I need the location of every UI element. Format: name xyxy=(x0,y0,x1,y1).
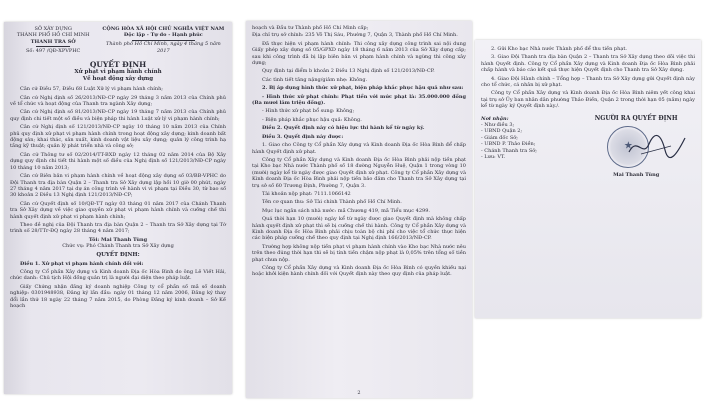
preamble-paragraph: Theo đề nghị của Đội Thanh tra địa bàn Quận 2 – Thanh tra Sở Xây dựng tại Tờ trình số 28/TTr-ĐQ ngày 28 tháng 4 năm 2017; xyxy=(10,221,226,235)
body-paragraph: Công ty Cổ phần Xây dựng và Kinh doanh Địa ốc Hòa Bình niêm yết công khai tại trụ sở Ủy ban nhân dân phường Thảo Điền, Quận 2 trong thời hạn 05 (năm) ngày kể từ ngày ký Quyết định này./. xyxy=(481,90,695,110)
body-paragraph: Tài khoản nộp phạt: 7111.1066142 xyxy=(262,190,351,197)
article-2: Điều 2. Quyết định này có hiệu lực thi hành kể từ ngày ký. xyxy=(262,125,425,132)
recipients-heading: Nơi nhận: xyxy=(481,115,509,122)
document-page-2 xyxy=(246,21,472,398)
main-penalty: - Hình thức xử phạt chính: Phạt tiền với mức phạt là: 35.000.000 đồng (Ba mươi lăm triệu đồng). xyxy=(252,93,466,107)
page-number: 2 xyxy=(357,389,361,396)
preamble-paragraph: Căn cứ Quyết định số 10/QĐ-TT ngày 03 tháng 01 năm 2017 của Chánh Thanh tra Sở Xây dựng về việc giao quyền xử phạt vi phạm hành chính và cưỡng chế thi hành quyết định xử phạt vi phạm hành chính; xyxy=(10,200,226,220)
body-paragraph: Quá thời hạn 10 (mười) ngày kể từ ngày được giao Quyết định mà không chấp hành quyết định xử phạt thì sẽ bị cưỡng chế thi hành. Công ty Cổ phần Xây dựng và Kinh doanh Địa ốc Hòa Bình phải chịu toàn bộ chi phí cho việc tổ chức thực hiện các biện pháp cưỡng chế theo quy định tại Nghị định 166/2013/NĐ-CP. xyxy=(252,216,466,242)
circumstance-line: Các tình tiết tăng nặng/giảm nhẹ: Không. xyxy=(262,76,368,83)
text-line: Địa chỉ trụ sở chính: 235 Võ Thị Sáu, Phường 7, Quận 3, Thành phố Hồ Chí Minh. xyxy=(252,32,458,39)
preamble-paragraph: Căn cứ Nghị định số 26/2013/NĐ-CP ngày 29 tháng 3 năm 2013 của Chính phủ về tổ chức và hoạt động của Thanh tra ngành Xây dựng; xyxy=(10,94,226,108)
signature-icon xyxy=(627,132,687,160)
country-block xyxy=(101,26,226,54)
country-line-1: CỘNG HÒA XÃ HỘI CHỦ NGHĨA VIỆT NAM xyxy=(102,26,225,32)
body-paragraph: Tên cơ quan thu: Sở Tài chính Thành phố Hồ Chí Minh. xyxy=(262,199,402,206)
signer-heading: NGƯỜI RA QUYẾT ĐỊNH xyxy=(594,114,678,122)
violation-paragraph: Đã thực hiện vi phạm hành chính: Thi công xây dựng công trình sai nội dung Giấy phép xây dựng số 05/GPXD ngày 18 tháng 6 năm 2013 của Sở Xây dựng cấp; sau khi công trình đã bị lập biên bản vi phạm hành chính và ngừng thi công xây dựng; xyxy=(252,40,466,67)
agency-underline xyxy=(36,46,71,47)
preamble-paragraph: Căn cứ Nghị định số 121/2013/NĐ-CP ngày 10 tháng 10 năm 2013 của Chính phủ quy định xử phạt vi phạm hành chính trong hoạt động xây dựng; kinh doanh bất động sản; khai thác, sản xuất, kinh doanh vật liệu xây dựng; quản lý công trình hạ tầng kỹ thuật; quản lý phát triển nhà và công sở; xyxy=(10,124,226,150)
agency-line-2: THÀNH PHỐ HỒ CHÍ MINH xyxy=(16,32,90,39)
article-1-title: Điều 1. Xử phạt vi phạm hành chính đối với: xyxy=(20,260,144,267)
decision-title: QUYẾT ĐỊNH xyxy=(89,60,147,70)
text-line: hoạch và Đầu tư Thành phố Hồ Chí Minh cấp; xyxy=(252,25,369,31)
country-line-2: Độc lập - Tự do - Hạnh phúc xyxy=(123,32,203,39)
recipient-item: - UBND Quận 2; xyxy=(481,128,523,135)
recipient-item: - Như điều 3; xyxy=(481,122,515,129)
decide-heading: QUYẾT ĐỊNH: xyxy=(96,251,140,258)
extra-penalty: - Hình thức xử phạt bổ sung: Không; xyxy=(262,108,355,115)
preamble xyxy=(4,86,232,235)
signer-name: Mai Thanh Tùng xyxy=(613,171,660,178)
decision-subtitle-1: Xử phạt vi phạm hành chính xyxy=(74,69,162,76)
recipient-item: - Lưu: VT. xyxy=(481,154,506,161)
place-date: Thành phố Hồ Chí Minh, ngày 4 tháng 5 năm 2017 xyxy=(105,41,221,54)
body-paragraph: 2. Gửi Kho bạc Nhà nước Thành phố để thu tiền phạt. xyxy=(491,46,627,52)
body-paragraph: Công ty Cổ phần Xây dựng và Kinh doanh Địa ốc Hòa Bình phải nộp tiền phạt tại Kho bạc Nhà nước Thành phố số 18 đường Nguyễn Huệ, Quận 1 trong vòng 10 (mười) ngày kể từ ngày được giao Quyết định xử phạt. Công ty Cổ phần Xây dựng và Kinh doanh Địa ốc Hòa Bình phải nộp tiền bảo đảm cho Thanh tra Sở Xây dựng tại trụ sở số 60 Trương Định, Phường 7, Quận 3. xyxy=(252,156,466,189)
body-paragraph: 1. Giao cho Công ty Cổ phần Xây dựng và Kinh doanh Địa ốc Hòa Bình để chấp hành Quyết định xử phạt. xyxy=(252,142,466,155)
decision-number: Số: 497 /QĐ-XPVPHC xyxy=(25,47,81,54)
recipient-item: - Giám đốc Sở; xyxy=(481,134,518,141)
body-paragraph: 4. Giao Đội Hành chính – Tổng hợp – Thanh tra Sở Xây dựng gửi Quyết định này cho tổ chức, cá nhân bị xử phạt. xyxy=(481,75,695,89)
preamble-paragraph: Căn cứ Thông tư số 02/2014/TT-BXD ngày 12 tháng 02 năm 2014 của Bộ Xây dựng quy định chi tiết thi hành một số điều của Nghị định số 121/2013/NĐ-CP ngày 10 tháng 10 năm 2013; xyxy=(10,151,226,171)
body-paragraph: Trường hợp không nộp tiền phạt vi phạm hành chính vào Kho bạc Nhà nước nêu trên theo đúng thời hạn thì sẽ bị tính tiền chậm nộp phạt là 0,05% trên tổng số tiền phạt chưa nộp. xyxy=(252,243,466,263)
recipient-item: - Chánh Thanh tra Sở; xyxy=(481,147,537,154)
page-3-body xyxy=(475,46,701,110)
document-page-1 xyxy=(4,22,232,394)
decision-subtitle-2: Về hoạt động xây dựng xyxy=(82,76,154,83)
article-1-body-2: Giấy Chứng nhận đăng ký doanh nghiệp Công ty cổ phần số mã số doanh nghiệp: 0301948938, Đăng ký lần đầu: ngày 01 tháng 12 năm 2006, Đăng ký thay đổi lần thứ 18 ngày 22 tháng 7 năm 2015, do Phòng Đăng ký kinh doanh – Sở Kế hoạch xyxy=(10,283,226,309)
signer-role: Chức vụ: Phó Chánh Thanh tra Sở Xây dựng xyxy=(62,243,174,250)
signer-label: Tôi: Mai Thanh Tùng xyxy=(88,236,148,243)
article-3-body xyxy=(246,142,472,278)
document-page-3 xyxy=(475,40,701,318)
article-1-body: Công ty Cổ phần Xây dựng và Kinh doanh Địa ốc Hòa Bình do ông Lê Viết Hải, chức danh: Chủ tịch Hội đồng quản trị là người đại diện theo pháp luật. xyxy=(10,268,226,282)
recipient-item: - UBND P. Thảo Điền; xyxy=(481,141,536,148)
article-3: Điều 3. Quyết định này được: xyxy=(262,133,344,140)
preamble-paragraph: Căn cứ Điều 57, Điều 68 Luật Xử lý vi phạm hành chính; xyxy=(20,86,163,93)
preamble-paragraph: Căn cứ Nghị định số 81/2013/NĐ-CP ngày 19 tháng 7 năm 2013 của Chính phủ quy định chi tiết một số điều và biện pháp thi hành Luật xử lý vi phạm hành chính; xyxy=(10,109,226,122)
body-paragraph: Mục lục ngân sách nhà nước: mã Chương 419, mã Tiểu mục 4299. xyxy=(262,207,430,214)
violation-paragraph: Quy định tại điểm b khoản 2 Điều 13 Nghị định số 121/2013/NĐ-CP. xyxy=(262,68,435,75)
preamble-paragraph: Căn cứ Biên bản vi phạm hành chính về hoạt động xây dựng số 03/BB-VPHC do Đội Thanh tra địa bàn Quận 2 – Thanh tra Sở Xây dựng lập hồi 10 giờ 00 phút, ngày 27 tháng 4 năm 2017 tại dự án công trình về hành vi vi phạm tại Điều 30, từ bao số 30 khoản 2 Điều 13 Nghị định 121/2013/NĐ-CP; xyxy=(10,173,226,199)
remedy-line: - Biện pháp khắc phục hậu quả: Không. xyxy=(262,116,362,123)
page-1-header xyxy=(10,26,226,54)
page-3-footer xyxy=(481,116,695,208)
signature-block xyxy=(577,116,695,208)
agency-line-1: SỞ XÂY DỰNG xyxy=(34,26,72,32)
measures-heading: 2. Bị áp dụng hình thức xử phạt, biện pháp khắc phục hậu quả như sau: xyxy=(262,85,464,92)
agency-block xyxy=(10,26,96,54)
agency-line-3: THANH TRA SỞ xyxy=(30,38,76,45)
page-2-top xyxy=(246,25,472,39)
body-paragraph: Công ty Cổ phần Xây dựng và Kinh doanh Địa ốc Hòa Bình có quyền khiếu nại hoặc khởi kiện hành chính đối với Quyết định này theo quy định của pháp luật. xyxy=(252,265,466,278)
body-paragraph: 3. Giao Đội Thanh tra địa bàn Quận 2 – Thanh tra Sở Xây dựng theo dõi việc thi hành Quyết định. Công ty Cổ phần Xây dựng và Kinh doanh Địa ốc Hòa Bình phải chấp hành và báo cáo kết quả thực hiện Quyết định cho Thanh tra Sở Xây dựng. xyxy=(481,54,695,74)
recipients-block xyxy=(481,116,571,208)
